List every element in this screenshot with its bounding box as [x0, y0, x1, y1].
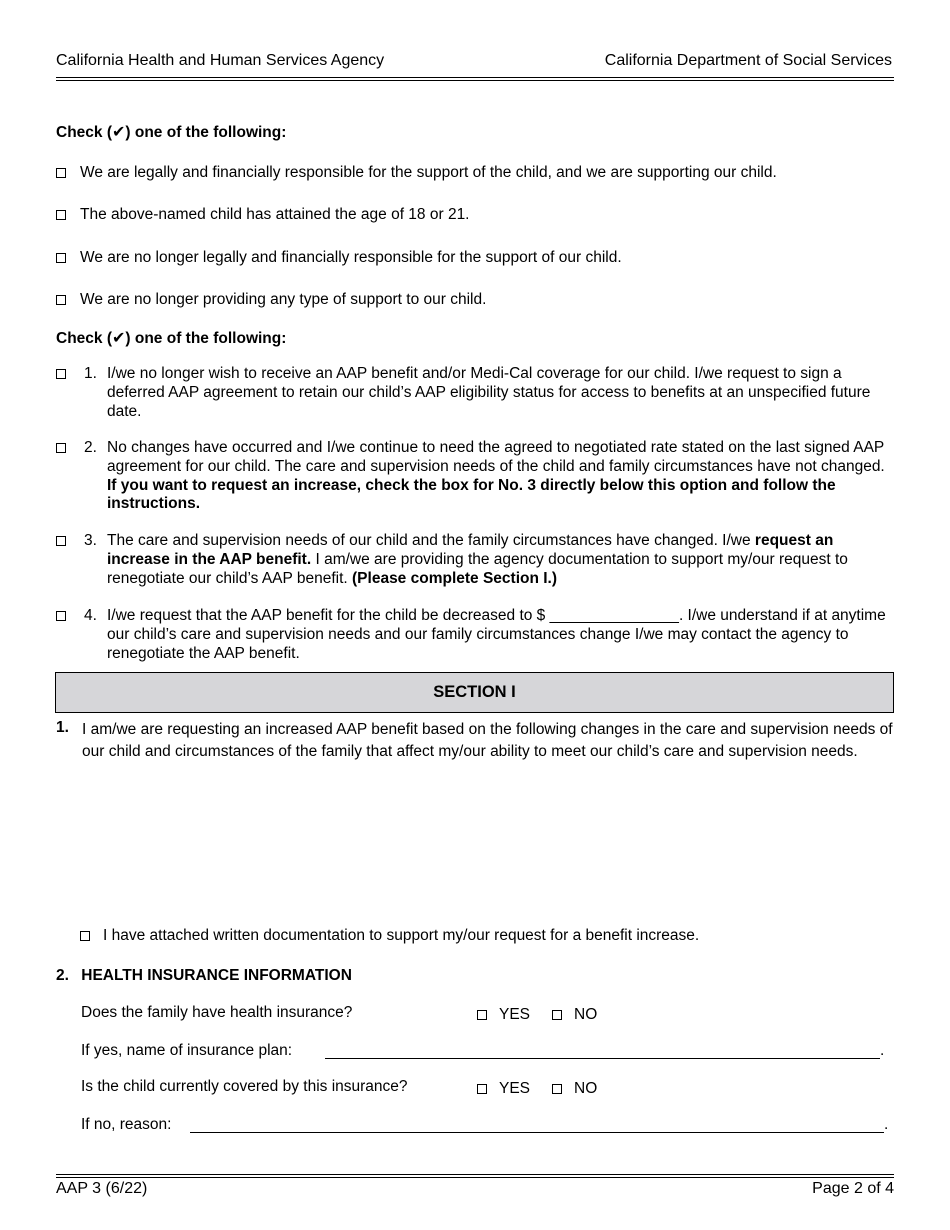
attached-doc-row: I have attached written documentation to support my/our request for a benefit increase. [80, 927, 699, 945]
option-4-checkbox[interactable] [56, 611, 66, 621]
footer-rule-bottom [56, 1177, 894, 1178]
option-bold: request an increase in the AAP benefit. [107, 532, 834, 568]
option-text: . I/we understand if at anytime our child’s care and supervision needs and our family circumstances change I/we may contact the agency to renegotiate the AAP benefit. [107, 607, 886, 662]
header-rule-bottom [56, 80, 894, 81]
plan-label: If yes, name of insurance plan: [81, 1042, 293, 1059]
yes-checkbox[interactable] [477, 1010, 487, 1020]
option-text: I/we request that the AAP benefit for the child be decreased to $ [107, 607, 550, 624]
option-text: I/we no longer wish to receive an AAP benefit and/or Medi-Cal coverage for our child. I/we request to sign a deferred AAP agreement to retain our child’s AAP eligibility status for access to benefits at an unspecified future date. [107, 365, 871, 420]
covered-options [477, 1080, 597, 1098]
no-label: NO [574, 1080, 598, 1097]
option-2-checkbox[interactable] [56, 443, 66, 453]
reason-field[interactable] [190, 1118, 884, 1133]
check-heading-2: Check (✔) one of the following: [56, 328, 287, 347]
option-number: 2. [84, 439, 97, 456]
option-3 [56, 532, 896, 588]
option-1-checkbox[interactable] [56, 369, 66, 379]
period: . [884, 1116, 889, 1133]
header-department: California Department of Social Services [604, 52, 892, 69]
option-2 [56, 439, 896, 514]
has-insurance-question: Does the family have health insurance? [81, 1004, 353, 1021]
checkbox[interactable] [56, 210, 66, 220]
option-4 [56, 607, 896, 663]
header-agency: California Health and Human Services Agency [56, 52, 385, 69]
question-number: 2. [56, 967, 69, 984]
question-text: I am/we are requesting an increased AAP benefit based on the following changes in the care and supervision needs of our child and circumstances of the family that affect my/our ability to meet our child’s care and supervision needs. [82, 721, 893, 760]
option-3-checkbox[interactable] [56, 536, 66, 546]
covered-question: Is the child currently covered by this insurance? [81, 1078, 408, 1095]
option-text: The care and supervision needs of our child and the family circumstances have changed. I/we [107, 532, 755, 549]
plan-name-field[interactable] [325, 1044, 880, 1059]
question-1 [56, 719, 896, 762]
yes-label: YES [499, 1080, 531, 1097]
reason-row [81, 1116, 171, 1134]
checkbox[interactable] [56, 168, 66, 178]
check1-item: We are no longer providing any type of support to our child. [56, 291, 486, 309]
question-title: HEALTH INSURANCE INFORMATION [81, 967, 352, 984]
check-heading-1: Check (✔) one of the following: [56, 122, 287, 141]
option-text: No changes have occurred and I/we continue to need the agreed to negotiated rate stated on the last signed AAP agreement for our child. The care and supervision needs of the child and family circumstances have not changed. [107, 439, 885, 475]
attached-checkbox[interactable] [80, 931, 90, 941]
option-bold: (Please complete Section I.) [352, 569, 558, 587]
checkbox[interactable] [56, 253, 66, 263]
checkmark-icon: ✔ [112, 328, 126, 347]
yes-checkbox[interactable] [477, 1084, 487, 1094]
page-number: Page 2 of 4 [812, 1180, 894, 1197]
option-instruction: If you want to request an increase, check the box for No. 3 directly below this option and follow the instructions. [107, 476, 836, 513]
yes-label: YES [499, 1006, 531, 1023]
question-2-heading [56, 967, 352, 985]
no-label: NO [574, 1006, 598, 1023]
option-number: 1. [84, 365, 97, 382]
option-number: 4. [84, 607, 97, 624]
checkmark-icon: ✔ [112, 122, 126, 141]
form-number: AAP 3 (6/22) [56, 1180, 148, 1197]
amount-blank[interactable]: _______________ [549, 607, 679, 624]
check1-item: We are no longer legally and financially responsible for the support of our child. [56, 249, 622, 267]
footer-rule-top [56, 1174, 894, 1175]
option-1 [56, 365, 896, 421]
option-text: I am/we are providing the agency documentation to support my/our request to renegotiate our child’s AAP benefit. [107, 550, 848, 587]
header-rule-top [56, 77, 894, 78]
option-number: 3. [84, 532, 97, 549]
has-insurance-options [477, 1006, 597, 1024]
check1-item: We are legally and financially responsible for the support of the child, and we are supporting our child. [56, 164, 777, 182]
check1-item: The above-named child has attained the age of 18 or 21. [56, 206, 470, 224]
no-checkbox[interactable] [552, 1010, 562, 1020]
question-number: 1. [56, 719, 69, 736]
checkbox[interactable] [56, 295, 66, 305]
section-title: SECTION I [55, 672, 894, 713]
period: . [880, 1042, 885, 1059]
reason-label: If no, reason: [81, 1116, 172, 1133]
no-checkbox[interactable] [552, 1084, 562, 1094]
plan-name-row [81, 1042, 292, 1060]
